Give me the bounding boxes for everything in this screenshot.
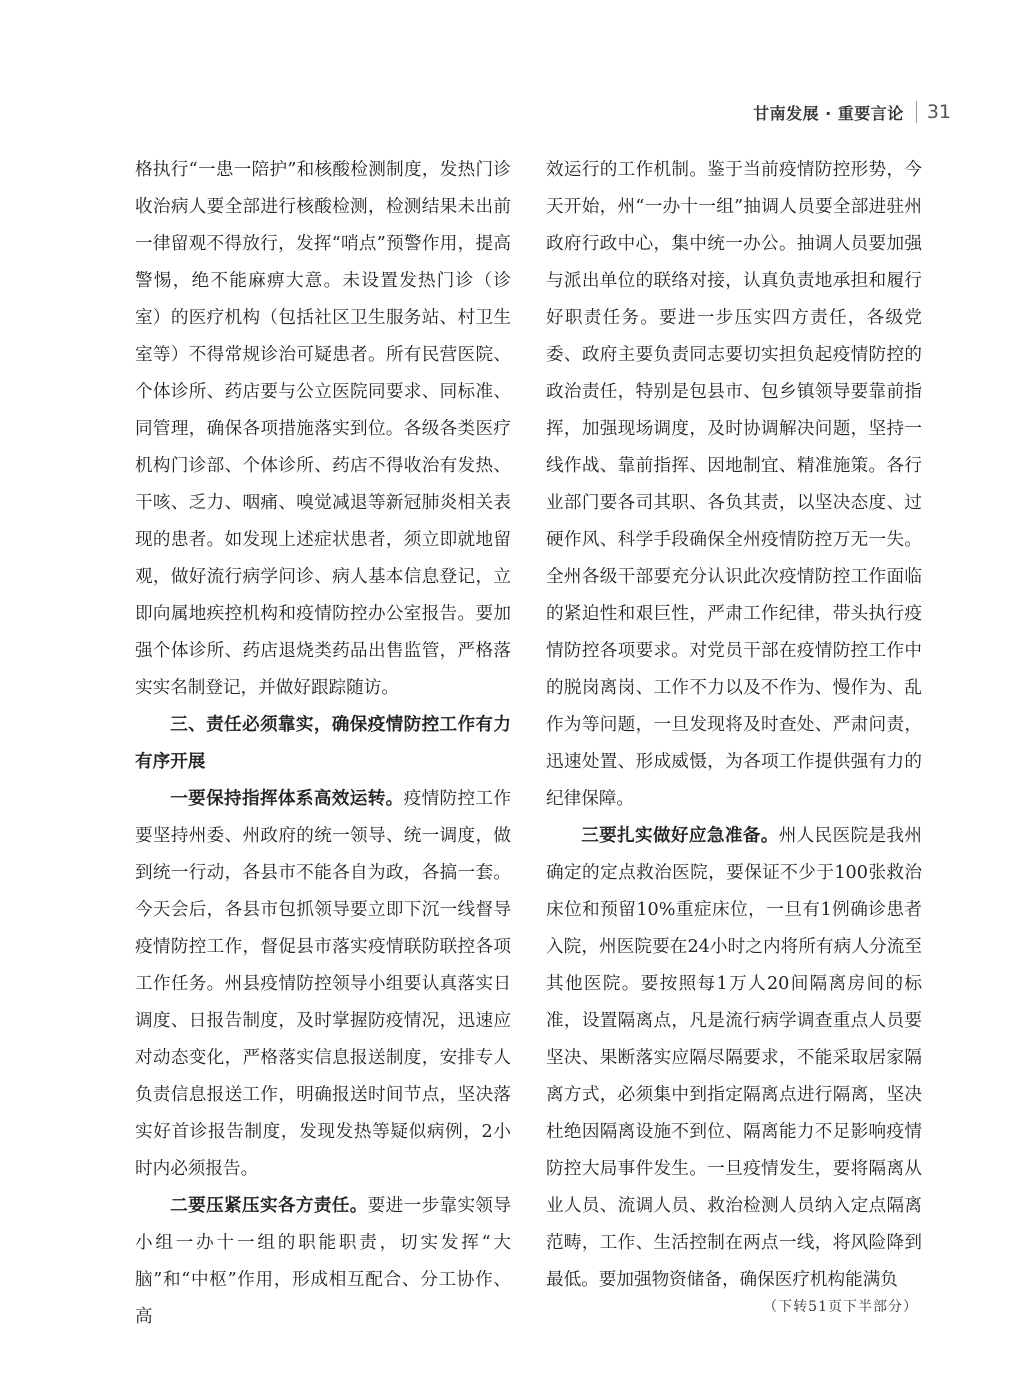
page-number: 31 [926, 101, 951, 123]
left-column [135, 152, 511, 1336]
paragraph-lead: 一要保持指挥体系高效运转。 [170, 789, 404, 809]
right-column [546, 152, 922, 1299]
continuation-note: （下转51页下半部分） [763, 1299, 918, 1315]
paragraph-body: 要进一步靠实领导小组一办十一组的职能职责，切实发挥“大脑”和“中枢”作用，形成相互配合、分工协作、高 [135, 1196, 511, 1327]
paragraph: 效运行的工作机制。鉴于当前疫情防控形势，今天开始，州“一办十一组”抽调人员要全部进驻州政府行政中心，集中统一办公。抽调人员要加强与派出单位的联络对接，认真负责地承担和履行好职责任务。要进一步压实四方责任，各级党委、政府主要负责同志要切实担负起疫情防控的政治责任，特别是包县市、包乡镇领导要靠前指挥，加强现场调度，及时协调解决问题，坚持一线作战、靠前指挥、因地制宜、精准施策。各行业部门要各司其职、各负其责，以坚决态度、过硬作风、科学手段确保全州疫情防控万无一失。全州各级干部要充分认识此次疫情防控工作面临的紧迫性和艰巨性，严肃工作纪律，带头执行疫情防控各项要求。对党员干部在疫情防控工作中的脱岗离岗、工作不力以及不作为、慢作为、乱作为等问题，一旦发现将及时查处、严肃问责，迅速处置、形成威慑，为各项工作提供强有力的纪律保障。 [546, 160, 922, 809]
paragraph [135, 1188, 511, 1336]
paragraph-body: 州人民医院是我州确定的定点救治医院，要保证不少于100张救治床位和预留10%重症床位，一旦有1例确诊患者入院，州医院要在24小时之内将所有病人分流至其他医院。要按照每1万人20间隔离房间的标准，设置隔离点，凡是流行病学调查重点人员要坚决、果断落实应隔尽隔要求，不能采取居家隔离方式，必须集中到指定隔离点进行隔离，坚决杜绝因隔离设施不到位、隔离能力不足影响疫情防控大局事件发生。一旦疫情发生，要将隔离从业人员、流调人员、救治检测人员纳入定点隔离范畴，工作、生活控制在两点一线，将风险降到最低。要加强物资储备，确保医疗机构能满负 [546, 826, 922, 1290]
running-header [753, 98, 951, 126]
paragraph: 格执行“一患一陪护”和核酸检测制度，发热门诊收治病人要全部进行核酸检测，检测结果未出前一律留观不得放行，发挥“哨点”预警作用，提高警惕，绝不能麻痹大意。未设置发热门诊（诊室）的医疗机构（包括社区卫生服务站、村卫生室等）不得常规诊治可疑患者。所有民营医院、个体诊所、药店要与公立医院同要求、同标准、同管理，确保各项措施落实到位。各级各类医疗机构门诊部、个体诊所、药店不得收治有发热、干咳、乏力、咽痛、嗅觉减退等新冠肺炎相关表现的患者。如发现上述症状患者，须立即就地留观，做好流行病学问诊、病人基本信息登记，立即向属地疾控机构和疫情防控办公室报告。要加强个体诊所、药店退烧类药品出售监管，严格落实实名制登记，并做好跟踪随访。 [135, 160, 511, 698]
paragraph [135, 781, 511, 1188]
section-heading: 三、责任必须靠实，确保疫情防控工作有力有序开展 [135, 715, 511, 772]
paragraph-lead: 二要压紧压实各方责任。 [170, 1196, 368, 1216]
header-divider [916, 101, 917, 123]
paragraph [546, 818, 922, 1299]
header-section-title: 甘南发展 · 重要言论 [753, 103, 904, 123]
paragraph-body: 疫情防控工作要坚持州委、州政府的统一领导、统一调度，做到统一行动，各县市不能各自为政，各搞一套。今天会后，各县市包抓领导要立即下沉一线督导疫情防控工作，督促县市落实疫情联防联控各项工作任务。州县疫情防控领导小组要认真落实日调度、日报告制度，及时掌握防疫情况，迅速应对动态变化，严格落实信息报送制度，安排专人负责信息报送工作，明确报送时间节点，坚决落实好首诊报告制度，发现发热等疑似病例，2小时内必须报告。 [135, 789, 511, 1179]
paragraph-lead: 三要扎实做好应急准备。 [581, 826, 779, 846]
